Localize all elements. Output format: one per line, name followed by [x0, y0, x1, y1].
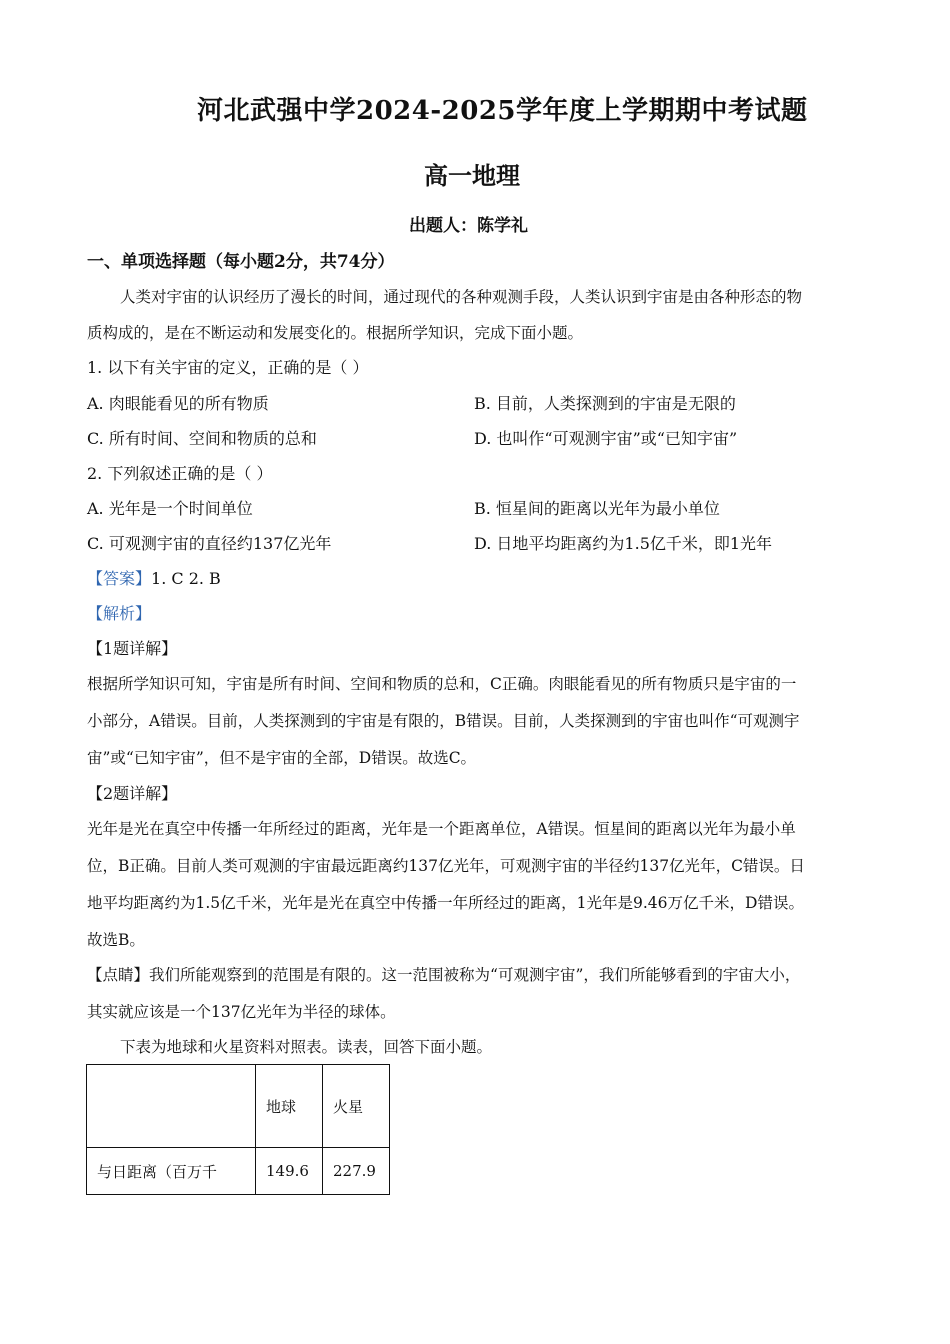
- detail-2-line: 地平均距离约为1.5亿千米，光年是光在真空中传播一年所经过的距离，1光年是9.46万亿千米，D错误。: [87, 894, 804, 912]
- q2-option-d: D. 日地平均距离约为1.5亿千米，即1光年: [474, 534, 773, 553]
- exam-title: 河北武强中学2024-2025学年度上学期期中考试题: [197, 96, 808, 126]
- table-row: [87, 1148, 390, 1195]
- detail-2-line: 位，B正确。目前人类可观测的宇宙最远距离约137亿光年，可观测宇宙的半径约137亿光年，C错误。日: [87, 857, 805, 875]
- detail-1-line: 宙”或“已知宇宙”，但不是宇宙的全部，D错误。故选C。: [87, 749, 477, 767]
- table-cell: [87, 1065, 256, 1148]
- tip-line: [87, 963, 800, 985]
- detail-1-line: 小部分，A错误。目前，人类探测到的宇宙是有限的，B错误。目前，人类探测到的宇宙也叫作“可观测宇: [87, 712, 800, 730]
- earth-mars-table: [86, 1064, 390, 1195]
- q2-option-c: C. 可观测宇宙的直径约137亿光年: [87, 534, 332, 553]
- intro-line: 质构成的，是在不断运动和发展变化的。根据所学知识，完成下面小题。: [87, 324, 584, 342]
- table-header-earth: 地球: [256, 1065, 323, 1148]
- tip-text: 我们所能观察到的范围是有限的。这一范围被称为“可观测宇宙”，我们所能够看到的宇宙大小，: [149, 966, 801, 984]
- table-header-mars: 火星: [323, 1065, 390, 1148]
- answer-text: 1. C 2. B: [151, 569, 221, 588]
- table-cell: 149.6: [256, 1148, 323, 1195]
- detail-2-line: 故选B。: [87, 931, 145, 949]
- exam-subtitle: 高一地理: [424, 161, 520, 190]
- q2-option-a: A. 光年是一个时间单位: [87, 499, 253, 518]
- detail-1-label: 【1题详解】: [87, 639, 178, 658]
- q1-option-c: C. 所有时间、空间和物质的总和: [87, 429, 317, 448]
- q1-option-a: A. 肉眼能看见的所有物质: [87, 394, 269, 413]
- q2-option-b: B. 恒星间的距离以光年为最小单位: [474, 499, 720, 518]
- table-cell: 227.9: [323, 1148, 390, 1195]
- detail-2-line: 光年是光在真空中传播一年所经过的距离，光年是一个距离单位，A错误。恒星间的距离以光年为最小单: [87, 820, 796, 838]
- intro-line: 人类对宇宙的认识经历了漫长的时间，通过现代的各种观测手段，人类认识到宇宙是由各种形态的物: [120, 288, 803, 306]
- q1-option-b: B. 目前，人类探测到的宇宙是无限的: [474, 394, 736, 413]
- answer-line: [87, 566, 221, 589]
- section-heading: 一、单项选择题（每小题2分，共74分）: [87, 252, 395, 272]
- analysis-label: 【解析】: [87, 604, 152, 623]
- tip-label: 【点睛】: [87, 966, 150, 984]
- tip-line: 其实就应该是一个137亿光年为半径的球体。: [87, 1003, 396, 1021]
- table-cell: 与日距离（百万千: [87, 1148, 256, 1195]
- table-header-row: [87, 1065, 390, 1148]
- question-2-stem: 2. 下列叙述正确的是（ ）: [87, 464, 273, 483]
- detail-2-label: 【2题详解】: [87, 784, 178, 803]
- table-intro: 下表为地球和火星资料对照表。读表，回答下面小题。: [120, 1038, 493, 1056]
- question-1-stem: 1. 以下有关宇宙的定义，正确的是（ ）: [87, 358, 369, 377]
- exam-author: 出题人：陈学礼: [409, 216, 528, 236]
- q1-option-d: D. 也叫作“可观测宇宙”或“已知宇宙”: [474, 429, 738, 448]
- detail-1-line: 根据所学知识可知，宇宙是所有时间、空间和物质的总和，C正确。肉眼能看见的所有物质只是宇宙的一: [87, 675, 797, 693]
- answer-label: 【答案】: [87, 569, 152, 588]
